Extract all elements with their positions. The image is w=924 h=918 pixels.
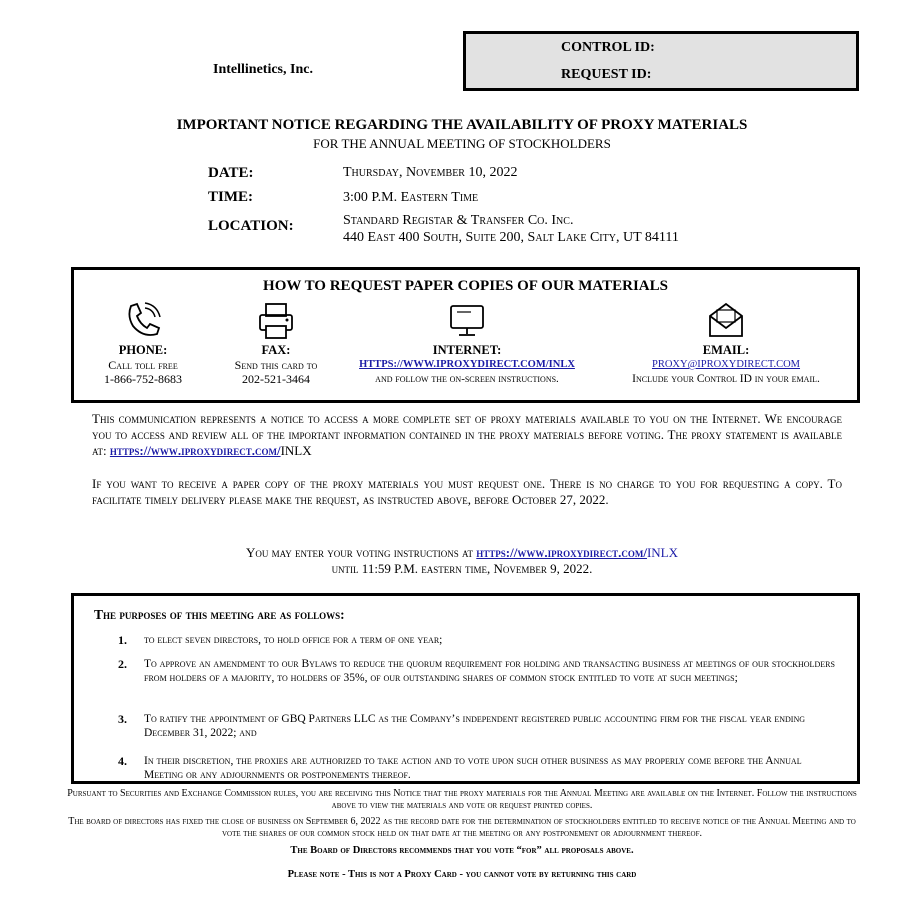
email-link[interactable]: PROXY@IPROXYDIRECT.COM xyxy=(651,359,801,370)
request-id-label: REQUEST ID: xyxy=(561,67,652,82)
location-line2: 440 East 400 South, Suite 200, Salt Lake City, UT 84111 xyxy=(343,230,679,245)
purpose-number: 3. xyxy=(118,712,127,726)
fax-line1: Send this card to xyxy=(234,358,318,372)
time-label: TIME: xyxy=(208,189,253,205)
purpose-number: 2. xyxy=(118,657,127,671)
time-value: 3:00 P.M. Eastern Time xyxy=(343,190,479,205)
page-title: IMPORTANT NOTICE REGARDING THE AVAILABILITY OF PROXY MATERIALS xyxy=(176,117,748,133)
email-instructions: Include your Control ID in your email. xyxy=(632,373,820,385)
location-line1: Standard Registar & Transfer Co. Inc. xyxy=(343,213,574,228)
phone-label: PHONE: xyxy=(118,343,168,357)
control-id-label: CONTROL ID: xyxy=(561,40,655,55)
request-box-title: HOW TO REQUEST PAPER COPIES OF OUR MATERIALS xyxy=(263,278,668,294)
monitor-icon xyxy=(447,300,487,340)
proxy-statement-link-suffix: INLX xyxy=(280,443,312,458)
phone-icon xyxy=(123,300,163,340)
internet-label: INTERNET: xyxy=(432,343,502,357)
phone-number: 1-866-752-8683 xyxy=(104,372,182,386)
location-label: LOCATION: xyxy=(208,218,294,234)
fax-icon xyxy=(256,300,296,340)
envelope-icon xyxy=(706,300,746,340)
notice-paragraph-2: If you want to receive a paper copy of the proxy materials you must request one. There is no charge to you for requesting a copy. To facilitate timely delivery please make the request, as instructed above, before October 27, 2022. xyxy=(92,476,842,507)
footer-board-recommendation: The Board of Directors recommends that you vote “for” all proposals above. xyxy=(290,845,634,856)
footer-sec-notice: Pursuant to Securities and Exchange Commission rules, you are receiving this Notice that the proxy materials for the Annual Meeting are available on the Internet. Follow the instructions above to view the materials and vote or request printed copies. xyxy=(67,788,857,811)
purposes-title: The purposes of this meeting are as follows: xyxy=(94,607,345,622)
voting-link-suffix: INLX xyxy=(646,545,679,560)
internet-column xyxy=(352,300,582,386)
voting-link[interactable]: https://www.iproxydirect.com/ xyxy=(476,545,647,560)
proxy-statement-link[interactable]: https://www.iproxydirect.com/ xyxy=(109,443,281,458)
purpose-text: To ratify the appointment of GBQ Partners LLC as the Company’s independent registered public accounting firm for the fiscal year ending December 31, 2022; and xyxy=(144,713,806,739)
footer-record-date: The board of directors has fixed the close of business on September 6, 2022 as the record date for the determination of stockholders entitled to receive notice of the Annual Meeting and to vote the shares of our common stock held on that date at the meeting or any postponement or adjournment thereof. xyxy=(68,816,856,839)
fax-column xyxy=(220,300,332,386)
phone-line1: Call toll free xyxy=(108,358,178,372)
purpose-text: In their discretion, the proxies are authorized to take action and to vote upon such other business as may properly come before the Annual Meeting or any adjournments or postponements thereof. xyxy=(144,755,802,781)
email-label: EMAIL: xyxy=(702,343,750,357)
id-box xyxy=(463,31,859,91)
purpose-text: To approve an amendment to our Bylaws to reduce the quorum requirement for holding and transacting business at meetings of our stockholders from holders of a majority, to holders of 35%, of our outstanding shares of common stock entitled to vote at such meetings; xyxy=(144,658,835,684)
date-value: Thursday, November 10, 2022 xyxy=(343,165,518,180)
email-column xyxy=(601,300,851,386)
purpose-number: 1. xyxy=(118,633,127,647)
voting-deadline: until 11:59 P.M. eastern time, November 9, 2022. xyxy=(331,561,593,576)
phone-column xyxy=(88,300,198,386)
notice-paragraph-1 xyxy=(92,411,842,459)
fax-label: FAX: xyxy=(261,343,291,357)
date-label: DATE: xyxy=(208,165,254,181)
footer-not-proxy-card: Please note - This is not a Proxy Card - you cannot vote by returning this card xyxy=(287,869,637,880)
company-name: Intellinetics, Inc. xyxy=(213,62,313,77)
internet-link[interactable]: HTTPS://WWW.IPROXYDIRECT.COM/INLX xyxy=(359,359,575,370)
voting-text: You may enter your voting instructions at xyxy=(245,545,474,560)
page-subtitle: FOR THE ANNUAL MEETING OF STOCKHOLDERS xyxy=(313,136,611,151)
purposes-box xyxy=(71,593,860,784)
purpose-text: to elect seven directors, to hold office for a term of one year; xyxy=(144,634,443,646)
internet-instructions: and follow the on-screen instructions. xyxy=(375,373,559,385)
request-box xyxy=(71,267,860,403)
fax-number: 202-521-3464 xyxy=(242,372,310,386)
voting-line-1 xyxy=(0,545,924,561)
notice-p1-text: This communication represents a notice to access a more complete set of proxy materials available to you on the Internet. We encourage you to access and review all of the important information contained in the proxy materials before voting. The proxy statement is available at: xyxy=(92,411,842,458)
purpose-number: 4. xyxy=(118,754,127,768)
